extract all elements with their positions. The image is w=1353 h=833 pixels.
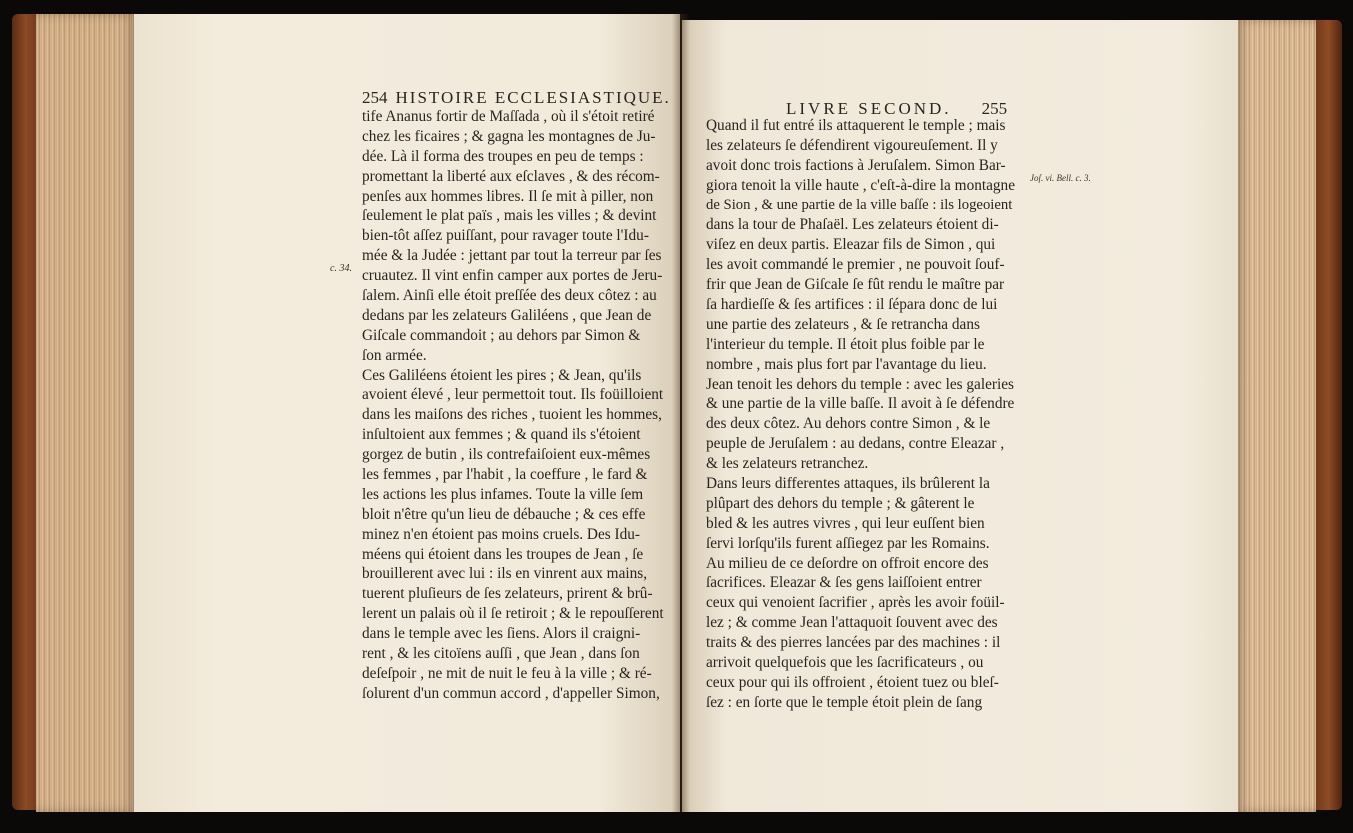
left-running-head [362,88,671,108]
left-body-text [362,107,680,704]
text-line: ceux qui venoient ſacrifier , après les avoir foüil- [706,594,1005,612]
text-line: nombre , mais plus fort par l'avantage du lieu. [706,355,987,373]
text-line: ſez : en ſorte que le temple étoit plein de ſang [706,693,983,711]
text-line: l'interieur du temple. Il étoit plus foible par le [706,335,985,353]
text-line: une partie des zelateurs , & ſe retrancha dans [706,315,980,333]
text-line: Dans leurs differentes attaques, ils brûlerent la [706,475,990,493]
book-cover-right [1312,20,1342,810]
text-line: Giſcale commandoit ; au dehors par Simon & [362,326,641,344]
text-line: peuple de Jeruſalem : au dedans, contre Eleazar , [706,435,1005,453]
text-line: ſolurent d'un commun accord , d'appeller Simon, [362,684,660,702]
text-line: bloit n'être qu'un lieu de débauche ; & ces effe [362,505,646,523]
text-line: les actions les plus infames. Toute la ville ſem [362,485,644,503]
text-line: ſervi lorſqu'ils furent aſſiegez par les Romains. [706,534,990,552]
text-line: tife Ananus fortir de Maſſada , où il s'étoit retiré [362,108,655,125]
text-line: dans les maiſons des riches , tuoient les hommes, [362,406,662,424]
left-page-number: 254 [362,88,388,107]
text-line: brouillerent avec lui : ils en vinrent aux mains, [362,565,648,583]
text-line: les femmes , par l'habit , la coeffure , le fard & [362,466,648,484]
text-line: traits & des pierres lancées par des machines : il [706,634,1001,652]
text-line: frir que Jean de Giſcale ſe fût rendu le maître par [706,276,1005,294]
right-body-text [706,116,1018,713]
text-line: mée & la Judée : jettant par tout la terreur par ſes [362,247,662,265]
text-line: & les zelateurs retranchez. [706,455,869,473]
text-line: viſez en deux partis. Eleazar fils de Simon , qui [706,236,996,254]
page-edges-right [1236,20,1316,812]
text-line: dée. Là il forma des troupes en peu de temps : [362,147,644,165]
text-line: lez ; & comme Jean l'attaquoit ſouvent avec des [706,614,998,632]
text-line: promettant la liberté aux eſclaves , & des récom- [362,167,660,185]
right-margin-note: Joſ. vi. Bell. c. 3. [1030,173,1091,183]
text-line: rent , & les citoïens auſſi , que Jean , dans ſon [362,645,640,663]
text-line: minez n'en étoient pas moins cruels. Des Idu- [362,525,641,543]
text-line: arrivoit quelquefois que les ſacrificateurs , ou [706,654,984,672]
left-margin-note: c. 34. [330,263,352,274]
text-line: de Sion , & une partie de la ville baſſe : ils logeoient [706,196,1013,213]
text-line: tuerent pluſieurs de ſes zelateurs, prirent & brû- [362,585,653,603]
text-line: les zelateurs ſe défendirent vigoureuſement. Il y [706,136,998,154]
text-line: bien-tôt aſſez puiſſant, pour ravager toute l'Idu- [362,227,649,245]
text-line: avoient élevé , leur permettoit tout. Ils foüilloient [362,386,664,404]
text-line: des deux côtez. Au dehors contre Simon , & le [706,415,991,433]
text-line: ſeulement le plat païs , mais les villes ; & devint [362,207,657,225]
text-line: dans le temple avec les ſiens. Alors il craigni- [362,625,641,643]
text-line: & une partie de la ville baſſe. Il avoit à ſe défendre [706,395,1015,413]
text-line: giora tenoit la ville haute , c'eſt-à-dire la montagne [706,176,1015,194]
text-line: avoit donc trois factions à Jeruſalem. Simon Bar- [706,156,1006,174]
text-line: dedans par les zelateurs Galiléens , que Jean de [362,306,652,324]
text-line: les avoit commandé le premier , ne pouvoit ſouf- [706,256,1005,274]
page-edges-left [36,14,136,812]
right-page-number: 255 [981,99,1008,118]
text-line: Quand il fut entré ils attaquerent le temple ; mais [706,117,1006,134]
right-head-title: LIVRE SECOND. [786,99,952,118]
text-line: ceux pour qui ils offroient , étoient tuez ou bleſ- [706,673,999,691]
text-line: Au milieu de ce deſordre on offroit encore des [706,554,989,572]
text-line: chez les ficaires ; & gagna les montagnes de Ju- [362,127,656,145]
text-line: lerent un palais où il ſe retiroit ; & le repouſſerent [362,605,664,623]
text-line: gorgez de butin , ils contrefaiſoient eux-mêmes [362,446,651,464]
text-line: bled & les autres vivres , qui leur euſſent bien [706,514,985,532]
text-line: ſacrifices. Eleazar & ſes gens laiſſoient entrer [706,574,982,592]
text-line: Jean tenoit les dehors du temple : avec les galeries [706,375,1014,393]
text-line: ſon armée. [362,346,427,364]
left-head-title: HISTOIRE ECCLESIASTIQUE. [395,88,671,107]
text-line: cruautez. Il vint enfin camper aux portes de Jeru- [362,267,663,285]
text-line: deſeſpoir , ne mit de nuit le feu à la ville ; & ré- [362,664,652,682]
text-line: dans la tour de Phaſaël. Les zelateurs étoient di- [706,216,999,234]
text-line: penſes aux hommes libres. Il ſe mit à piller, non [362,187,654,205]
text-line: méens qui étoient dans les troupes de Jean , ſe [362,545,644,563]
text-line: ſa hardieſſe & ſes artifices : il ſépara donc de lui [706,296,998,314]
text-line: inſultoient aux femmes ; & quand ils s'étoient [362,426,641,444]
text-line: ſalem. Ainſi elle étoit preſſée des deux côtez : au [362,287,657,305]
text-line: Ces Galiléens étoient les pires ; & Jean, qu'ils [362,366,642,384]
text-line: plûpart des dehors du temple ; & gâterent le [706,494,975,512]
